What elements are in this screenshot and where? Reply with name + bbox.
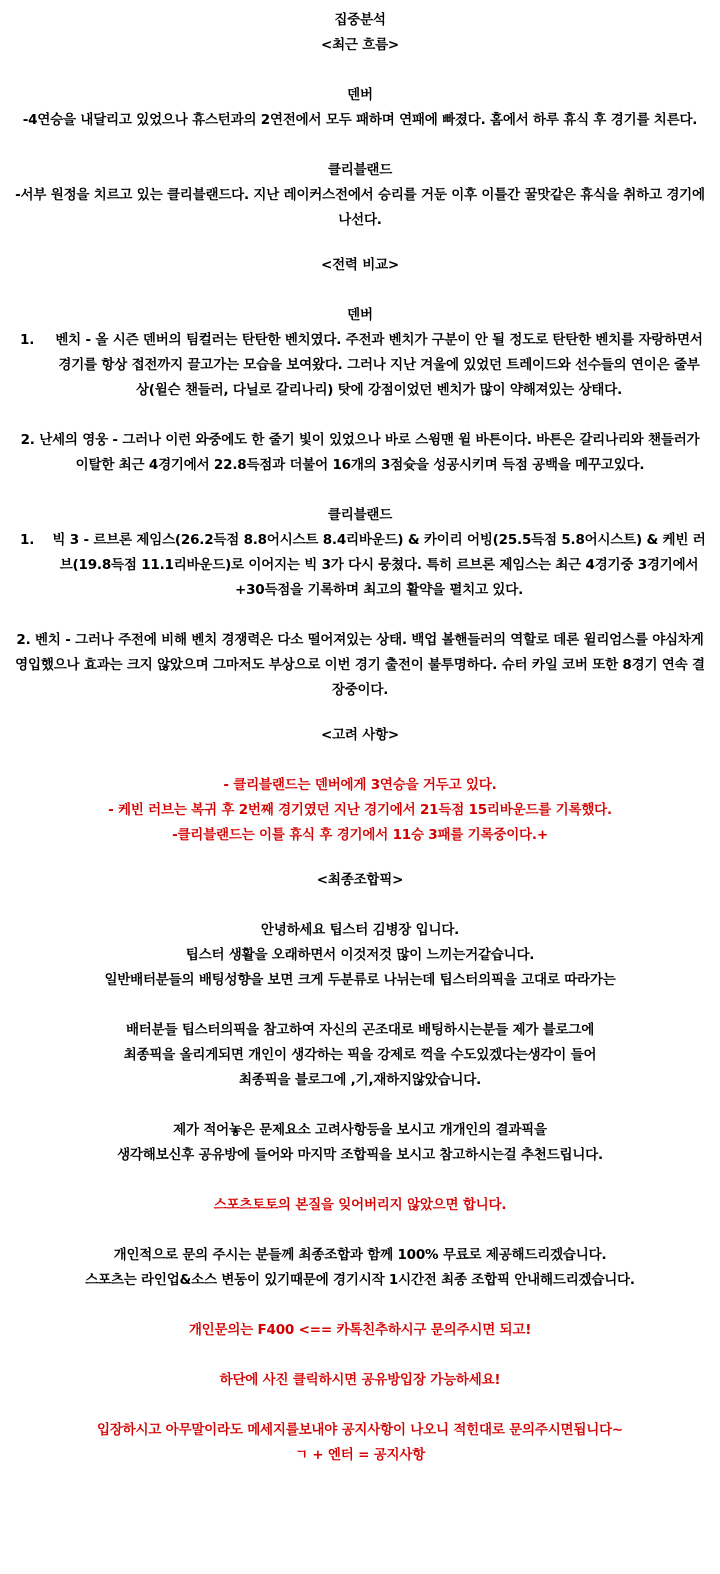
- consideration-item: - 케빈 러브는 복귀 후 2번째 경기였던 지난 경기에서 21득점 15리바운드를 기록했다.: [108, 802, 612, 818]
- intro-line: 팁스터 생활을 오래하면서 이것저것 많이 느끼는거같습니다.: [185, 947, 535, 963]
- essence-statement: 스포츠토토의 본질을 잊어버리지 않았으면 합니다.: [213, 1197, 507, 1213]
- paragraph3-line: 생각해보신후 공유방에 들어와 마지막 조합픽을 보시고 참고하시는걸 추천드립니다.: [117, 1147, 603, 1163]
- cleveland-item-1: [14, 528, 706, 603]
- document-title: 집중분석: [334, 12, 386, 28]
- considerations-heading: <고려 사항>: [320, 727, 400, 743]
- comparison-cleveland-name: 클리블랜드: [327, 507, 393, 523]
- denver-item-1-number: 1.: [20, 332, 35, 348]
- paragraph2-line: 최종픽을 올리게되면 개인이 생각하는 픽을 강제로 꺽을 수도있겠다는생각이 들어: [123, 1047, 597, 1063]
- denver-item-1-text: 벤치 - 올 시즌 덴버의 팀컬러는 탄탄한 벤치였다. 주전과 벤치가 구분이 안 될 정도로 탄탄한 벤치를 자랑하면서 경기를 항상 접전까지 끌고가는 모습을 보여왔다. 그러나 지난 겨울에 있었던 트레이드와 선수들의 연이은 줄부상(윌슨 챈들러, 다닐로 갈리나리) 탓에 강점이었던 벤치가 많이 약해져있는 상태다.: [55, 332, 703, 398]
- final-pick-heading: <최종조합픽>: [316, 872, 404, 888]
- paragraph2-line: 최종픽을 블로그에 ,기,재하지않았습니다.: [238, 1072, 482, 1088]
- paragraph4-line: 스포츠는 라인업&소스 변동이 있기때문에 경기시작 1시간전 최종 조합픽 안내해드리겠습니다.: [85, 1272, 635, 1288]
- recent-denver-name: 덴버: [347, 87, 373, 103]
- consideration-item: - 클리블랜드는 덴버에게 3연승을 거두고 있다.: [223, 777, 497, 793]
- contact-info: 개인문의는 F400 <== 카톡친추하시구 문의주시면 되고!: [188, 1322, 532, 1338]
- cleveland-item-1-number: 1.: [20, 532, 35, 548]
- recent-cleveland-name: 클리블랜드: [327, 162, 393, 178]
- paragraph4-line: 개인적으로 문의 주시는 분들께 최종조합과 함께 100% 무료로 제공해드리겠습니다.: [113, 1247, 607, 1263]
- denver-item-2: 2. 난세의 영웅 - 그러나 이런 와중에도 한 줄기 빛이 있었으나 바로 스윙맨 윌 바튼이다. 바튼은 갈리나리와 챈들러가 이탈한 최근 4경기에서 22.8득점과 더불어 16개의 3점슛을 성공시키며 득점 공백을 메꾸고있다.: [20, 432, 700, 473]
- notice-line-2: ㄱ + 엔터 = 공지사항: [294, 1447, 426, 1463]
- consideration-item: -클리블랜드는 이틀 휴식 후 경기에서 11승 3패를 기록중이다.+: [172, 827, 548, 843]
- paragraph3-line: 제가 적어놓은 문제요소 고려사항등을 보시고 개개인의 결과픽을: [173, 1122, 547, 1138]
- cleveland-item-2: 2. 벤치 - 그러나 주전에 비해 벤치 경쟁력은 다소 떨어져있는 상태. 백업 볼핸들러의 역할로 데론 윌리엄스를 야심차게 영입했으나 효과는 크지 않았으며 그마저도 부상으로 이번 경기 출전이 불투명하다. 슈터 카일 코버 또한 8경기 연속 결장중이다.: [15, 632, 705, 698]
- denver-item-1: [14, 328, 706, 403]
- recent-denver-text: -4연승을 내달리고 있었으나 휴스턴과의 2연전에서 모두 패하며 연패에 빠졌다. 홈에서 하루 휴식 후 경기를 치른다.: [22, 112, 698, 128]
- intro-line: 일반배터분들의 배팅성향을 보면 크게 두분류로 나뉘는데 팁스터의픽을 고대로 따라가는: [104, 972, 616, 988]
- recent-trend-heading: <최근 흐름>: [320, 37, 400, 53]
- room-link-text[interactable]: 하단에 사진 클릭하시면 공유방입장 가능하세요!: [219, 1372, 501, 1388]
- paragraph2-line: 배터분들 팁스터의픽을 참고하여 자신의 곤조대로 배팅하시는분들 제가 블로그에: [125, 1022, 595, 1038]
- comparison-heading: <전력 비교>: [320, 257, 400, 273]
- comparison-denver-name: 덴버: [347, 307, 373, 323]
- cleveland-item-1-text: 빅 3 - 르브론 제임스(26.2득점 8.8어시스트 8.4리바운드) & 카이리 어빙(25.5득점 5.8어시스트) & 케빈 러브(19.8득점 11.1리바운드)로 이어지는 빅 3가 다시 뭉쳤다. 특히 르브론 제임스는 최근 4경기중 3경기에서 +30득점을 기록하며 최고의 활약을 펼치고 있다.: [52, 532, 706, 598]
- intro-line: 안녕하세요 팁스터 김병장 입니다.: [260, 922, 460, 938]
- recent-cleveland-text: -서부 원정을 치르고 있는 클리블랜드다. 지난 레이커스전에서 승리를 거둔 이후 이틀간 꿀맛같은 휴식을 취하고 경기에 나선다.: [15, 187, 705, 228]
- notice-line-1: 입장하시고 아무말이라도 메세지를보내야 공지사항이 나오니 적힌대로 문의주시면됩니다~: [96, 1422, 624, 1438]
